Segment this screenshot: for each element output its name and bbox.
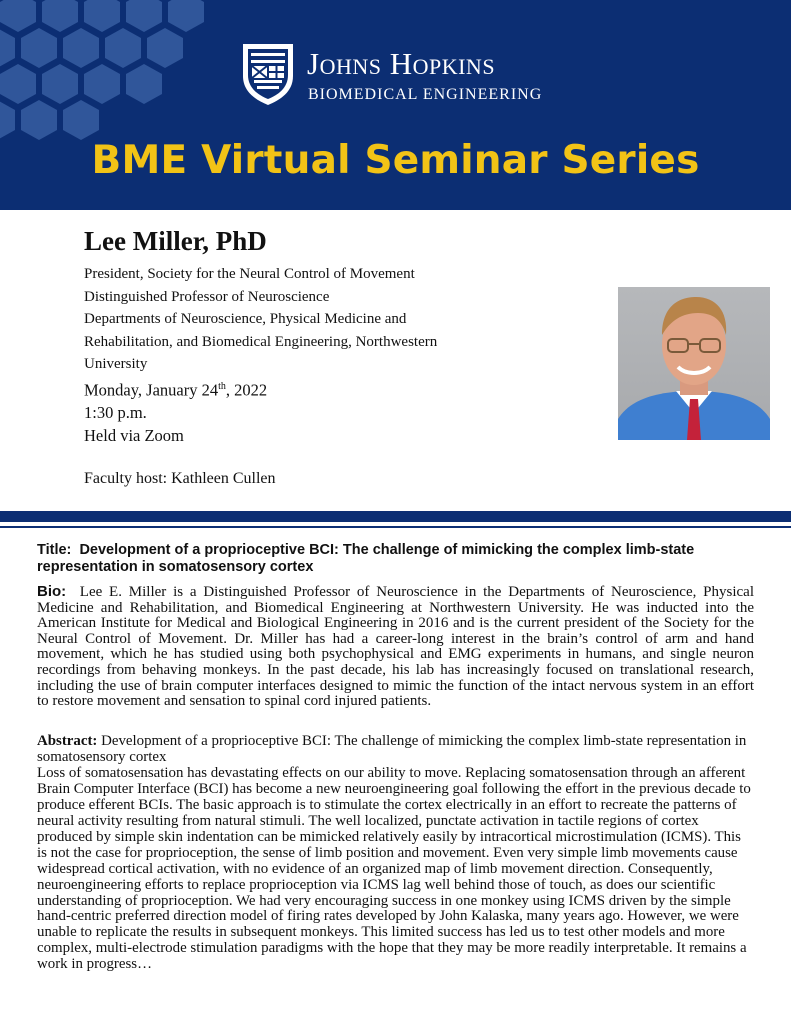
bio-label: Bio: bbox=[37, 583, 67, 600]
speaker-name: Lee Miller, PhD bbox=[84, 226, 267, 256]
abstract-text: Loss of somatosensation has devastating effects on our ability to move. Replacing somatosensation through an afferent Brain Computer Interface (BCI) has become a new neuroengineering goal following the effort in the previous decade to produce efferent BCIs. The basic approach is to stimulate the cortex electrically in an effort to recreate the patterns of neural activity resulting from natural stimuli. The well localized, punctate activation in tactile regions of cortex produced by simple skin indentation can be mimicked relatively easily by intracortical microstimulation (ICMS). This is not the case for proprioception, the sense of limb position and movement. Even very simple limb movements cause widespread cortical activation, with no evidence of an organized map of limb movement direction. Consequently, neuroengineering efforts to replace proprioception via ICMS lag well behind those of touch, as does our scientific understanding of proprioception. We had very encouraging success in one monkey using ICMS driven by the simple hand-centric preferred direction model of firing rates developed by John Kalaska, many years ago. However, we were unable to replicate the results in subsequent monkeys. This limited success has led us to test other models and more complex, multi-electrode stimulation paradigms with the hope that they may be more readily interpretable. It remains a work in progress… bbox=[37, 764, 751, 973]
abstract-title: Development of a proprioceptive BCI: The challenge of mimicking the complex limb-state representation in somatosensory cortex bbox=[37, 733, 747, 765]
department-name: BIOMEDICAL ENGINEERING bbox=[308, 86, 543, 103]
event-date: Monday, January 24th, 2022 bbox=[84, 380, 268, 400]
series-title: BME Virtual Seminar Series bbox=[91, 138, 700, 183]
event-venue: Held via Zoom bbox=[84, 425, 184, 445]
affiliation-line: Departments of Neuroscience, Physical Medicine and bbox=[84, 311, 407, 328]
event-info bbox=[84, 376, 267, 447]
title-text: Development of a proprioceptive BCI: The challenge of mimicking the complex limb-state representation in somatosensory cortex bbox=[37, 542, 695, 575]
affiliation-line: President, Society for the Neural Control of Movement bbox=[84, 266, 415, 282]
abstract-label: Abstract: bbox=[37, 733, 98, 749]
affiliation-line: Distinguished Professor of Neuroscience bbox=[84, 288, 330, 305]
header-banner bbox=[0, 0, 791, 210]
title-label: Title: bbox=[37, 542, 72, 558]
faculty-host: Faculty host: Kathleen Cullen bbox=[84, 470, 276, 487]
section-divider bbox=[0, 511, 791, 522]
institution-name: Johns Hopkins bbox=[307, 46, 496, 81]
speaker-portrait-icon bbox=[618, 287, 770, 440]
speaker-affiliation bbox=[84, 263, 494, 376]
speaker-photo bbox=[618, 287, 770, 440]
talk-title bbox=[37, 542, 754, 576]
event-time: 1:30 p.m. bbox=[84, 403, 147, 422]
bio-text: Lee E. Miller is a Distinguished Professor of Neuroscience in the Departments of Neuroscience, Physical Medicine and Rehabilitation, and Biomedical Engineering at Northwestern University. He was inducted into the American Institute for Medical and Biological Engineering in 2016 and is the current president of the Society for the Neural Control of Movement. Dr. Miller has had a career-long interest in the brain’s control of arm and hand movement, which he has studied using both psychophysical and EMG experiments in humans, and single neuron recordings from behaving monkeys. In the past decade, his lab has increasingly focused on translational research, including the use of brain computer interfaces designed to mimic the function of the intact nervous system in an effort to restore movement and sensation to spinal cord injured patients. bbox=[37, 584, 754, 710]
section-divider-thin bbox=[0, 526, 791, 528]
speaker-bio bbox=[37, 584, 754, 710]
affiliation-line: University bbox=[84, 356, 148, 373]
jhu-bme-logo bbox=[240, 42, 560, 108]
talk-abstract bbox=[37, 734, 754, 973]
jhu-shield-icon bbox=[240, 42, 296, 106]
hexagon-pattern-decoration bbox=[0, 0, 230, 140]
affiliation-line: Rehabilitation, and Biomedical Engineering, Northwestern bbox=[84, 333, 438, 350]
